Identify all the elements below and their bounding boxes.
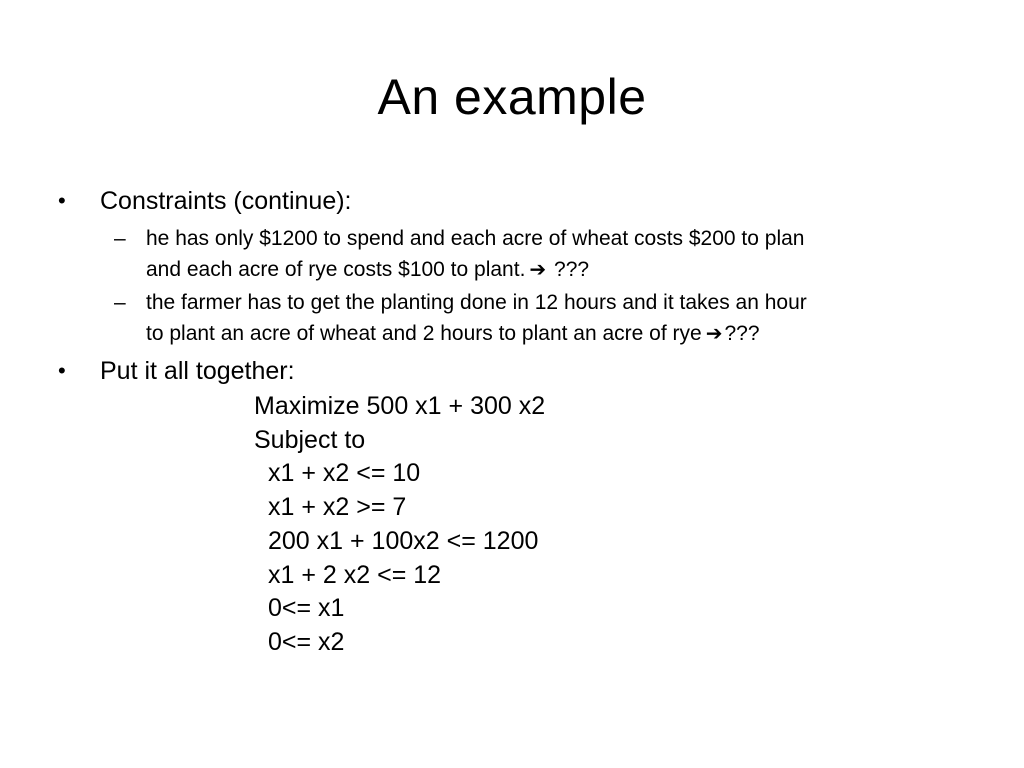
constraint-line: x1 + 2 x2 <= 12 xyxy=(268,560,442,589)
subject-to-line: Subject to xyxy=(254,425,366,454)
constraint-line: 200 x1 + 100x2 <= 1200 xyxy=(268,526,539,555)
constraint-line: 0<= x2 xyxy=(268,627,345,656)
sub-item-line-text: to plant an acre of wheat and 2 hours to plant an acre of rye xyxy=(146,322,702,345)
dash-symbol: – xyxy=(114,227,126,250)
constraint-line: 0<= x1 xyxy=(268,594,345,623)
bullet-text: Constraints (continue): xyxy=(100,187,352,215)
sub-item-text xyxy=(146,224,946,285)
bullet-symbol: • xyxy=(58,358,66,383)
slide-title: An example xyxy=(377,69,647,125)
objective-line: Maximize 500 x1 + 300 x2 xyxy=(254,392,546,420)
constraint-line: x1 + x2 >= 7 xyxy=(268,493,407,522)
sub-item-line-text: and each acre of rye costs $100 to plant. xyxy=(146,258,526,281)
sub-item-text xyxy=(146,288,946,349)
arrow-right-icon: ➔ xyxy=(705,321,723,345)
sub-item-line xyxy=(146,318,946,349)
sub-item-line xyxy=(146,254,946,285)
arrow-right-icon: ➔ xyxy=(529,257,547,281)
question-marks: ??? xyxy=(554,258,590,281)
bullet-text: Put it all together: xyxy=(100,357,295,385)
question-marks: ??? xyxy=(724,322,760,345)
lp-model xyxy=(254,390,545,660)
sub-item-line: the farmer has to get the planting done in 12 hours and it takes an hour xyxy=(146,291,807,314)
dash-symbol: – xyxy=(114,291,126,314)
constraint-line: x1 + x2 <= 10 xyxy=(268,459,421,488)
sub-item-line: he has only $1200 to spend and each acre of wheat costs $200 to plan xyxy=(146,227,805,250)
bullet-symbol: • xyxy=(58,188,66,213)
